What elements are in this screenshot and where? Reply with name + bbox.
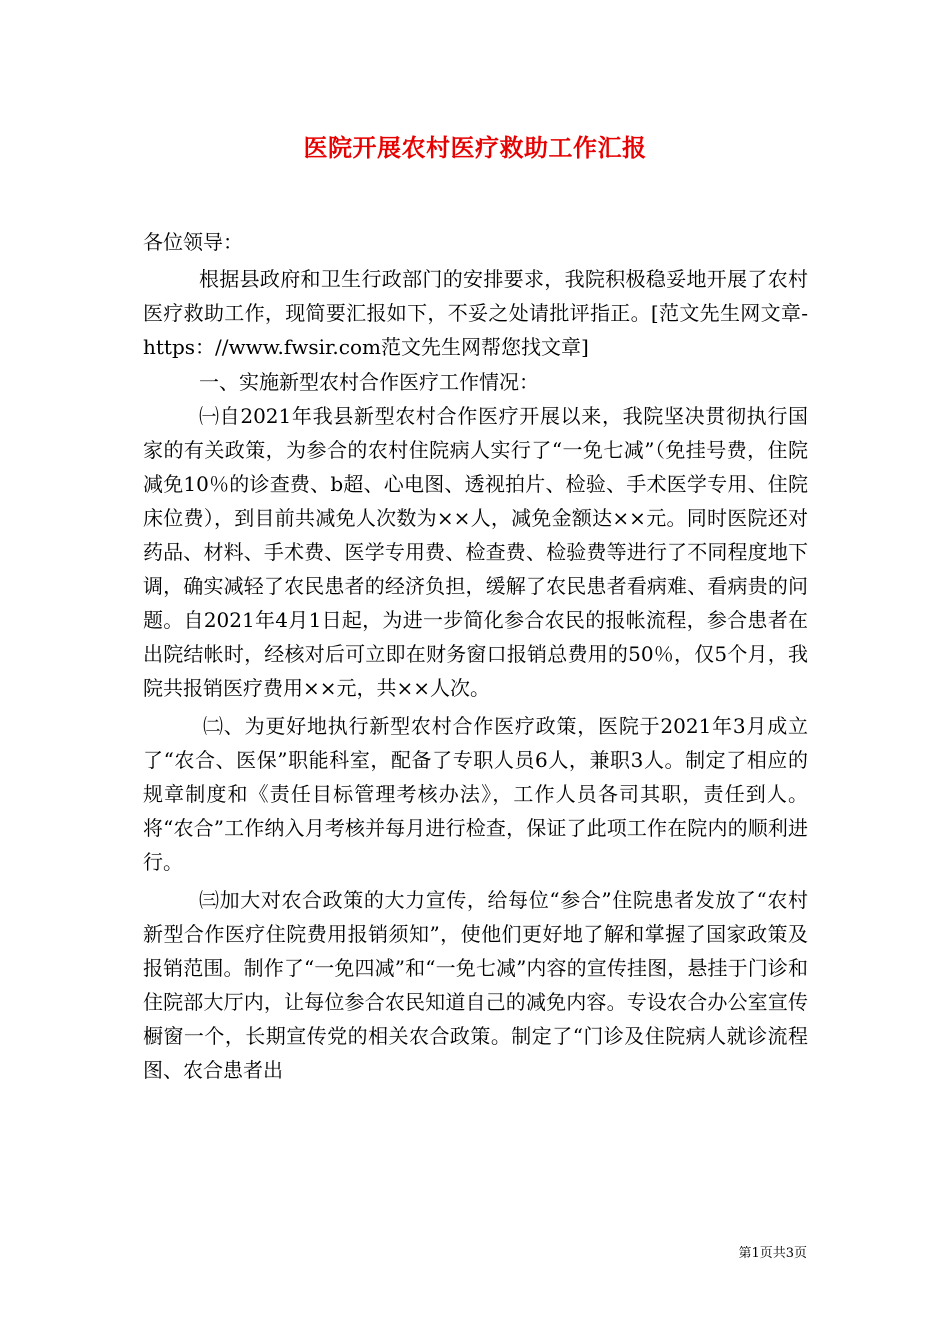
item-1-paragraph: ㈠自2021年我县新型农村合作医疗开展以来，我院坚决贯彻执行国家的有关政策，为参合的农村住院病人实行了“一免七减”（免挂号费，住院减免10％的诊查费、b超、心电图、透视拍片、检验、手术医学专用、住院床位费），到目前共减免人次数为××人，减免金额达××元。同时医院还对药品、材料、手术费、医学专用费、检查费、检验费等进行了不同程度地下调，确实减轻了农民患者的经济负担，缓解了农民患者看病难、看病贵的问题。自2021年4月1日起，为进一步简化参合农民的报帐流程，参合患者在出院结帐时，经核对后可立即在财务窗口报销总费用的50％，仅5个月，我院共报销医疗费用××元，共××人次。	[143, 404, 808, 700]
item-2-paragraph: ㈡、为更好地执行新型农村合作医疗政策，医院于2021年3月成立了“农合、医保”职能科室，配备了专职人员6人，兼职3人。制定了相应的规章制度和《责任目标管理考核办法》，工作人员各司其职，责任到人。将“农合”工作纳入月考核并每月进行检查，保证了此项工作在院内的顺利进行。	[143, 714, 808, 874]
item-3-paragraph: ㈢加大对农合政策的大力宣传，给每位“参合”住院患者发放了“农村新型合作医疗住院费用报销须知”，使他们更好地了解和掌握了国家政策及报销范围。制作了“一免四减”和“一免七减”内容的宣传挂图，悬挂于门诊和住院部大厅内，让每位参合农民知道自己的减免内容。专设农合办公室宣传橱窗一个，长期宣传党的相关农合政策。制定了“门诊及住院病人就诊流程图、农合患者出	[143, 888, 808, 1082]
document-body	[143, 225, 808, 1087]
section-1-heading: 一、实施新型农村合作医疗工作情况：	[199, 370, 539, 394]
document-title: 医院开展农村医疗救助工作汇报	[303, 133, 647, 162]
salutation: 各位领导：	[143, 230, 243, 254]
page-number-footer: 第1页共3页	[738, 1246, 807, 1261]
intro-paragraph: 根据县政府和卫生行政部门的安排要求，我院积极稳妥地开展了农村医疗救助工作，现简要汇报如下，不妥之处请批评指正。[范文先生网文章-https：//www.fwsir.com范文先生网帮您找文章]	[143, 267, 808, 359]
